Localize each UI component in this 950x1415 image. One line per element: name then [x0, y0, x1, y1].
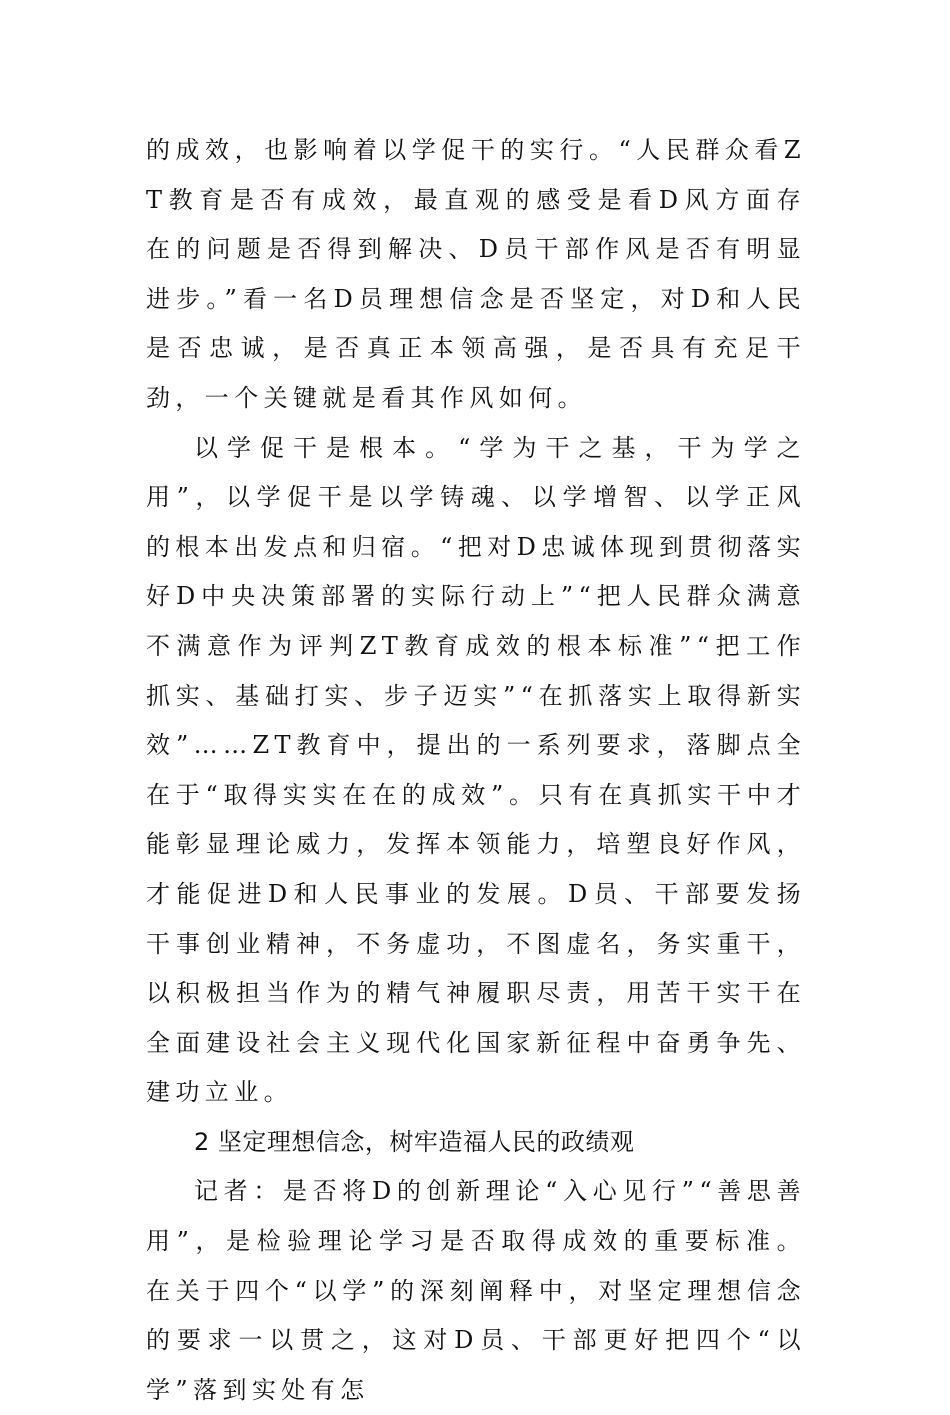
document-page — [146, 126, 806, 1415]
paragraph-learn-promote-work: 以学促干是根本。“学为干之基，干为学之用”，以学促干是以学铸魂、以学增智、以学正风的根本出发点和归宿。“把对D忠诚体现到贯彻落实好D中央决策部署的实际行动上”“把人民群众满意不满意作为评判ZT教育成效的根本标准”“把工作抓实、基础打实、步子迈实”“在抓落实上取得新实效”……ZT教育中，提出的一系列要求，落脚点全在于“取得实实在在的成效”。只有在真抓实干中才能彰显理论威力，发挥本领能力，培塑良好作风，才能促进D和人民事业的发展。D员、干部要发扬干事创业精神，不务虚功，不图虚名，务实重干，以积极担当作为的精气神履职尽责，用苦干实干在全面建设社会主义现代化国家新征程中奋勇争先、建功立业。 — [146, 433, 806, 1107]
section-heading: 2 坚定理想信念，树牢造福人民的政绩观 — [194, 1127, 635, 1156]
paragraph-continuation: 的成效，也影响着以学促干的实行。“人民群众看ZT教育是否有成效，最直观的感受是看D风方面存在的问题是否得到解决、D员干部作风是否有明显进步。”看一名D员理想信念是否坚定，对D和人民是否忠诚，是否真正本领高强，是否具有充足干劲，一个关键就是看其作风如何。 — [146, 136, 806, 412]
paragraph-reporter-question: 记者：是否将D的创新理论“入心见行”“善思善用”，是检验理论学习是否取得成效的重要标准。在关于四个“以学”的深刻阐释中，对坚定理想信念的要求一以贯之，这对D员、干部更好把四个“以学”落到实处有怎 — [146, 1177, 806, 1404]
